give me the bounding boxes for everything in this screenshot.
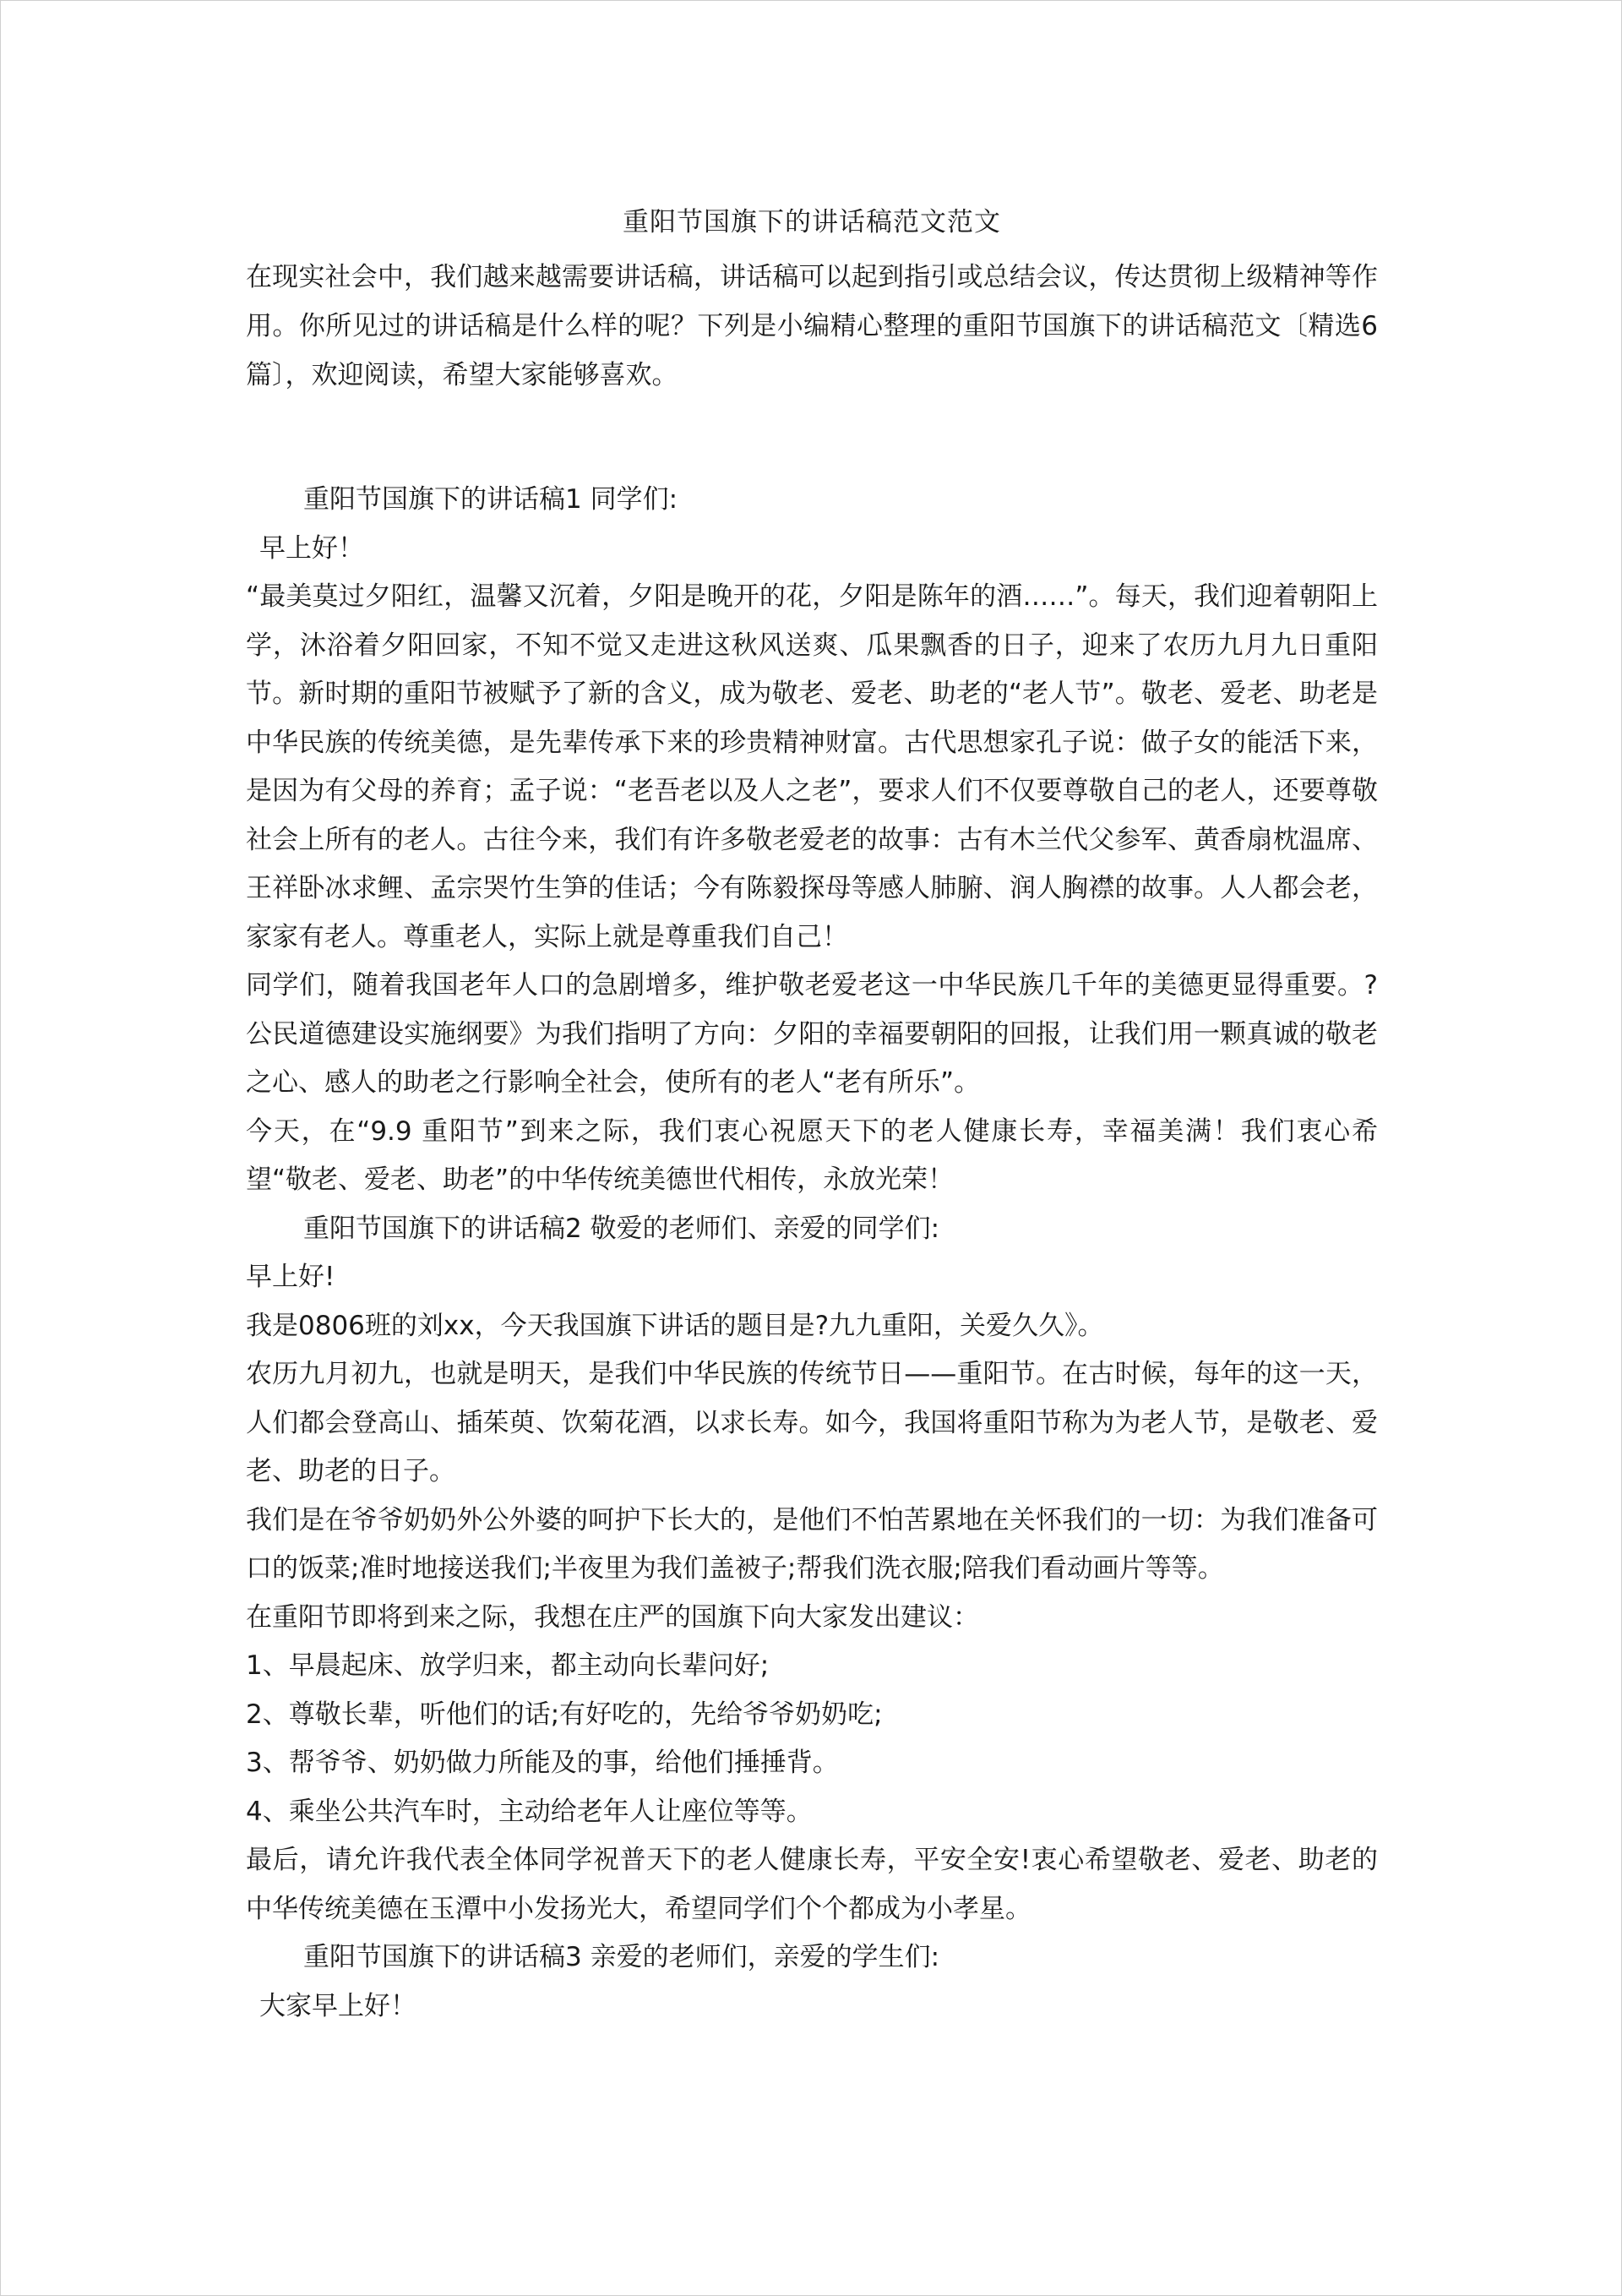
list-item-3: 3、帮爷爷、奶奶做力所能及的事，给他们捶捶背。 [246,1748,839,1778]
greeting-1: 早上好！ [259,532,364,564]
intro-paragraph: 在现实社会中，我们越来越需要讲话稿，讲话稿可以起到指引或总结会议，传达贯彻上级精神等作用。你所见过的讲话稿是什么样的呢？下列是小编精心整理的重阳节国旗下的讲话稿范文〔精选6篇〕，欢迎阅读，希望大家能够喜欢。 [246,262,1378,390]
paragraph-2-4: 在重阳节即将到来之际，我想在庄严的国旗下向大家发出建议： [246,1601,979,1633]
paragraph-1-2: 同学们，随着我国老年人口的急剧增多，维护敬老爱老这一中华民族几千年的美德更显得重要。?公民道德建设实施纲要》为我们指明了方向：夕阳的幸福要朝阳的回报，让我们用一颗真诚的敬老之心、感人的助老之行影响全社会，使所有的老人“老有所乐”。 [246,970,1378,1098]
document-title: 重阳节国旗下的讲话稿范文范文 [623,207,1001,237]
section-heading-2: 重阳节国旗下的讲话稿2 敬爱的老师们、亲爱的同学们: [303,1213,940,1244]
paragraph-2-3: 我们是在爷爷奶奶外公外婆的呵护下长大的，是他们不怕苦累地在关怀我们的一切：为我们准备可口的饭菜;准时地接送我们;半夜里为我们盖被子;帮我们洗衣服;陪我们看动画片等等。 [246,1504,1378,1584]
section-heading-3: 重阳节国旗下的讲话稿3 亲爱的老师们，亲爱的学生们: [303,1942,940,1972]
paragraph-2-2: 农历九月初九，也就是明天，是我们中华民族的传统节日——重阳节。在古时候，每年的这一天，人们都会登高山、插茱萸、饮菊花酒，以求长寿。如今，我国将重阳节称为为老人节，是敬老、爱老、助老的日子。 [246,1359,1378,1486]
list-item-1: 1、早晨起床、放学归来，都主动向长辈问好; [246,1650,770,1681]
section-heading-1: 重阳节国旗下的讲话稿1 同学们: [303,484,678,515]
paragraph-2-5: 最后，请允许我代表全体同学祝普天下的老人健康长寿，平安全安!衷心希望敬老、爱老、助老的中华传统美德在玉潭中小发扬光大，希望同学们个个都成为小孝星。 [246,1845,1378,1924]
document-body [246,194,1378,2031]
list-item-2: 2、尊敬长辈，听他们的话;有好吃的，先给爷爷奶奶吃; [246,1699,883,1730]
paragraph-1-3: 今天，在“9.9 重阳节”到来之际，我们衷心祝愿天下的老人健康长寿，幸福美满！我们衷心希望“敬老、爱老、助老”的中华传统美德世代相传，永放光荣！ [246,1115,1378,1195]
paragraph-1-1: “最美莫过夕阳红，温馨又沉着，夕阳是晚开的花，夕阳是陈年的酒……”。每天，我们迎着朝阳上学，沐浴着夕阳回家，不知不觉又走进这秋风送爽、瓜果飘香的日子，迎来了农历九月九日重阳节。新时期的重阳节被赋予了新的含义，成为敬老、爱老、助老的“老人节”。敬老、爱老、助老是中华民族的传统美德，是先辈传承下来的珍贵精神财富。古代思想家孔子说：做子女的能活下来，是因为有父母的养育；孟子说：“老吾老以及人之老”，要求人们不仅要尊敬自己的老人，还要尊敬社会上所有的老人。古往今来，我们有许多敬老爱老的故事：古有木兰代父参军、黄香扇枕温席、王祥卧冰求鲤、孟宗哭竹生笋的佳话；今有陈毅探母等感人肺腑、润人胸襟的故事。人人都会老，家家有老人。尊重老人，实际上就是尊重我们自己！ [246,581,1378,952]
greeting-2: 早上好! [246,1262,335,1292]
list-item-4: 4、乘坐公共汽车时，主动给老年人让座位等等。 [246,1796,813,1827]
paragraph-2-1: 我是0806班的刘xx，今天我国旗下讲话的题目是?九九重阳，关爱久久》。 [246,1310,1104,1341]
greeting-3: 大家早上好！ [259,1990,416,2021]
section-gap [246,400,1378,476]
